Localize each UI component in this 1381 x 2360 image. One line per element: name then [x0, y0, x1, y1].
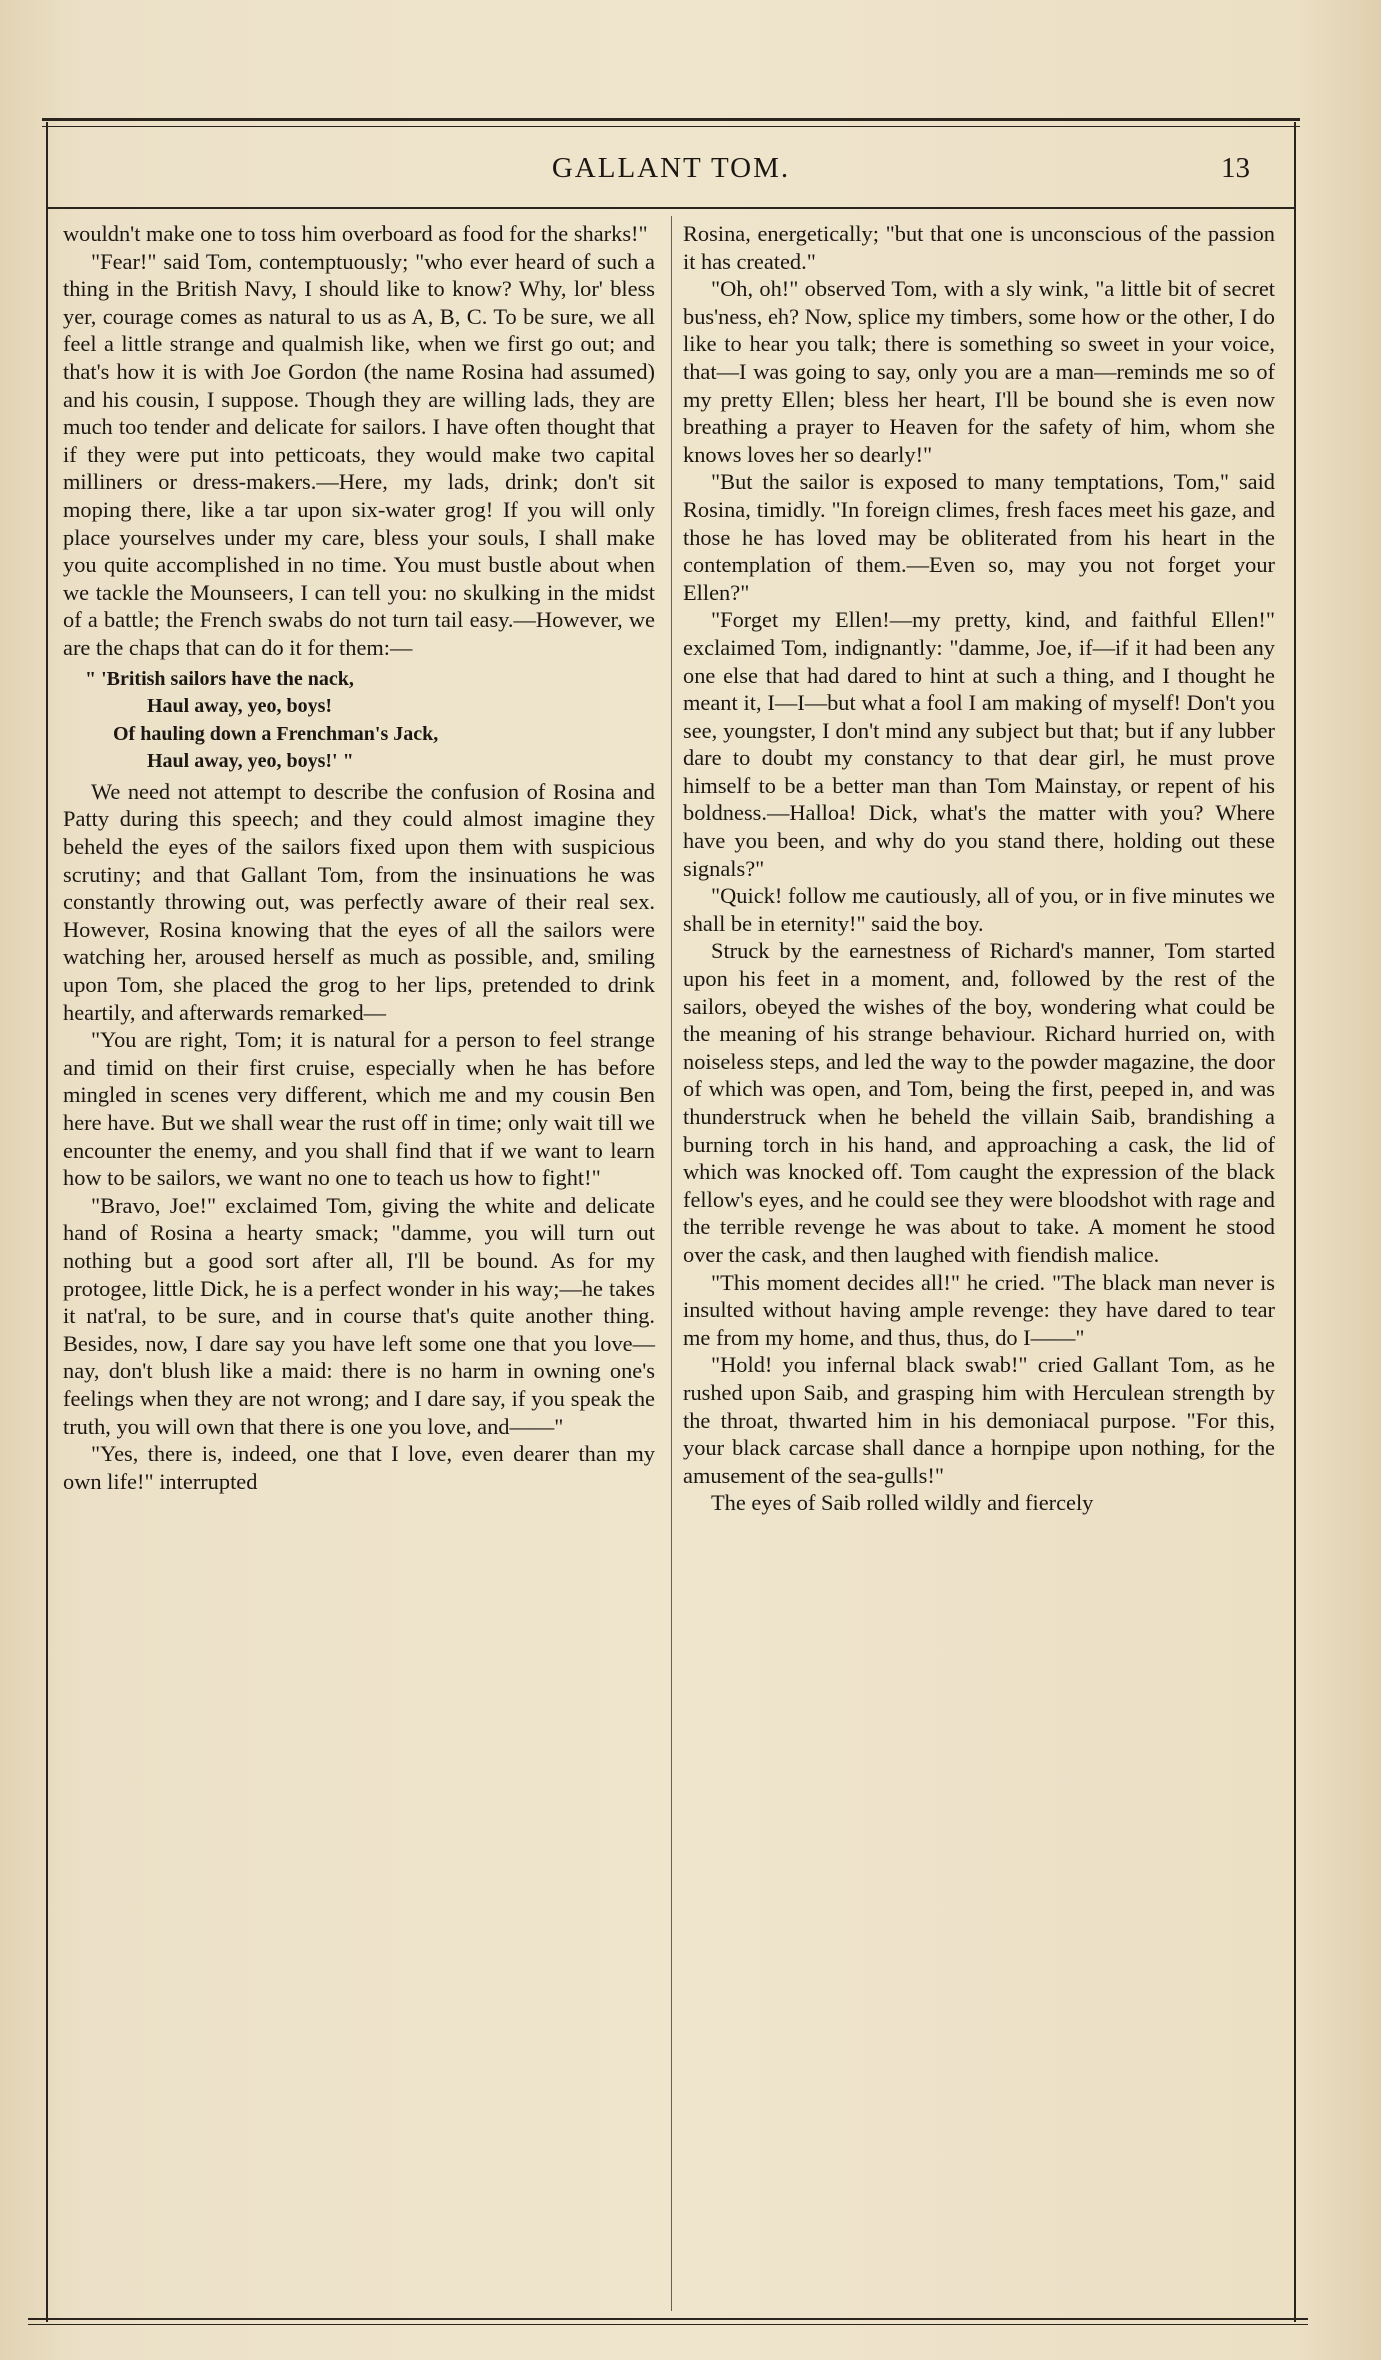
paragraph: wouldn't make one to toss him overboard as food for the sharks!": [63, 221, 648, 246]
paragraph: Rosina, energetically; "but that one is unconscious of the passion it has created.": [683, 221, 1275, 274]
right-border-rule: [1294, 122, 1296, 2322]
paragraph: "Fear!" said Tom, contemptuously; "who ever heard of such a thing in the British Navy, I should like to know? Why, lor' bless yer, courage comes as natural to us as A, B, C. To be sure, we all feel a little strange and qualmish like, when we first go out; and that's how it is with Joe Gordon (the name Rosina had assumed) and his cousin, I suppose. Though they are willing lads, they are much too tender and delicate for sailors. I have often thought that if they were put into petticoats, they would make two capital milliners or dress-makers.—Here, my lads, drink; don't sit moping there, like a tar upon six-water grog! If you will only place yourselves under my care, bless your souls, I shall make you quite accomplished in no time. You must bustle about when we tackle the Mounseers, I can tell you: no skulking in the midst of a battle; the French swabs do not turn tail easy.—However, we are the chaps that can do it for them:—: [63, 248, 655, 660]
paragraph: "Forget my Ellen!—my pretty, kind, and faithful Ellen!" exclaimed Tom, indignantly: "damme, Joe, if—if it had been any one else that had dared to hint at such a thing, and I thought he meant it, I—I—but what a fool I am making of myself! Don't you see, youngster, I don't mind any subject but that; but if any lubber dare to doubt my constancy to that dear girl, he must prove himself to be a better man than Tom Mainstay, or repent of his boldness.—Halloa! Dick, what's the matter with you? Where have you been, and why do you stand there, holding out these signals?": [683, 607, 1275, 881]
left-column: [63, 220, 655, 1495]
header-rule: [48, 207, 1294, 209]
paragraph: "Yes, there is, indeed, one that I love, even dearer than my own life!" interrupted: [63, 1441, 655, 1494]
column-divider: [671, 216, 672, 2311]
right-column: [683, 220, 1275, 1517]
paragraph: The eyes of Saib rolled wildly and fiercely: [711, 1490, 1094, 1516]
paragraph: "Quick! follow me cautiously, all of you, or in five minutes we shall be in eternity!" said the boy.: [683, 883, 1275, 936]
page-number: 13: [1221, 152, 1250, 184]
paragraph: "Oh, oh!" observed Tom, with a sly wink, "a little bit of secret bus'ness, eh? Now, splice my timbers, some how or the other, I do like to hear you talk; there is something so sweet in your voice, that—I was going to say, only you are a man—reminds me so of my pretty Ellen; bless her heart, I'll be bound she is even now breathing a prayer to Heaven for the safety of him, whom she knows loves her so dearly!": [683, 276, 1275, 467]
top-border-thin-rule: [42, 126, 1300, 127]
verse-block: [63, 666, 655, 776]
verse-line: Haul away, yeo, boys!' ": [147, 750, 354, 773]
verse-line: Haul away, yeo, boys!: [147, 695, 333, 718]
bottom-border-thin-rule: [28, 2324, 1308, 2325]
paragraph: "But the sailor is exposed to many temptations, Tom," said Rosina, timidly. "In foreign climes, fresh faces meet his gaze, and those he has loved may be obliterated from his heart in the contemplation of them.—Even so, may you not forget your Ellen?": [683, 469, 1275, 605]
paragraph: "You are right, Tom; it is natural for a person to feel strange and timid on their first cruise, especially when he has before mingled in scenes very different, which me and my cousin Ben here have. But we shall wear the rust off in time; only wait till we encounter the enemy, and you shall find that if we want to learn how to be sailors, we want no one to teach us how to fight!": [63, 1027, 655, 1191]
top-border-rule: [42, 118, 1300, 121]
left-border-rule: [46, 122, 48, 2322]
paragraph: We need not attempt to describe the confusion of Rosina and Patty during this speech; and they could almost imagine they beheld the eyes of the sailors fixed upon them with suspicious scrutiny; and that Gallant Tom, from the insinuations he was constantly throwing out, was perfectly aware of their real sex. However, Rosina knowing that the eyes of all the sailors were watching her, aroused herself as much as possible, and, smiling upon Tom, she placed the grog to her lips, pretended to drink heartily, and afterwards remarked—: [63, 778, 655, 1025]
paragraph: "This moment decides all!" he cried. "The black man never is insulted without having ample revenge: they have dared to tear me from my home, and thus, thus, do I——": [683, 1269, 1275, 1350]
bottom-border-rule: [28, 2318, 1308, 2320]
running-title: GALLANT TOM.: [551, 152, 791, 184]
running-header: [48, 140, 1294, 200]
paragraph: "Hold! you infernal black swab!" cried Gallant Tom, as he rushed upon Saib, and grasping him with Herculean strength by the throat, thwarted him in his demoniacal purpose. "For this, your black carcase shall dance a hornpipe upon nothing, for the amusement of the sea-gulls!": [683, 1352, 1275, 1488]
verse-line: Of hauling down a Frenchman's Jack,: [113, 722, 439, 745]
paragraph: "Bravo, Joe!" exclaimed Tom, giving the white and delicate hand of Rosina a hearty smack; "damme, you will turn out nothing but a good sort after all, I'll be bound. As for my protogee, little Dick, he is a perfect wonder in his way;—he takes it nat'ral, to be sure, and in course that's quite another thing. Besides, now, I dare say you have left some one that you love—nay, don't blush like a maid: there is no harm in owning one's feelings when they are not wrong; and I dare say, if you speak the truth, you will own that there is one you love, and——": [63, 1192, 655, 1439]
paragraph: Struck by the earnestness of Richard's manner, Tom started upon his feet in a moment, and, followed by the rest of the sailors, obeyed the wishes of the boy, wondering what could be the meaning of his strange behaviour. Richard hurried on, with noiseless steps, and led the way to the powder magazine, the door of which was open, and Tom, being the first, peeped in, and was thunderstruck when he beheld the villain Saib, brandishing a burning torch in his hand, and approaching a cask, the lid of which was knocked off. Tom caught the expression of the black fellow's eyes, and he could see they were bloodshot with rage and the terrible revenge he was about to take. A moment he stood over the cask, and then laughed with fiendish malice.: [683, 938, 1275, 1267]
verse-line: " 'British sailors have the nack,: [85, 667, 354, 690]
